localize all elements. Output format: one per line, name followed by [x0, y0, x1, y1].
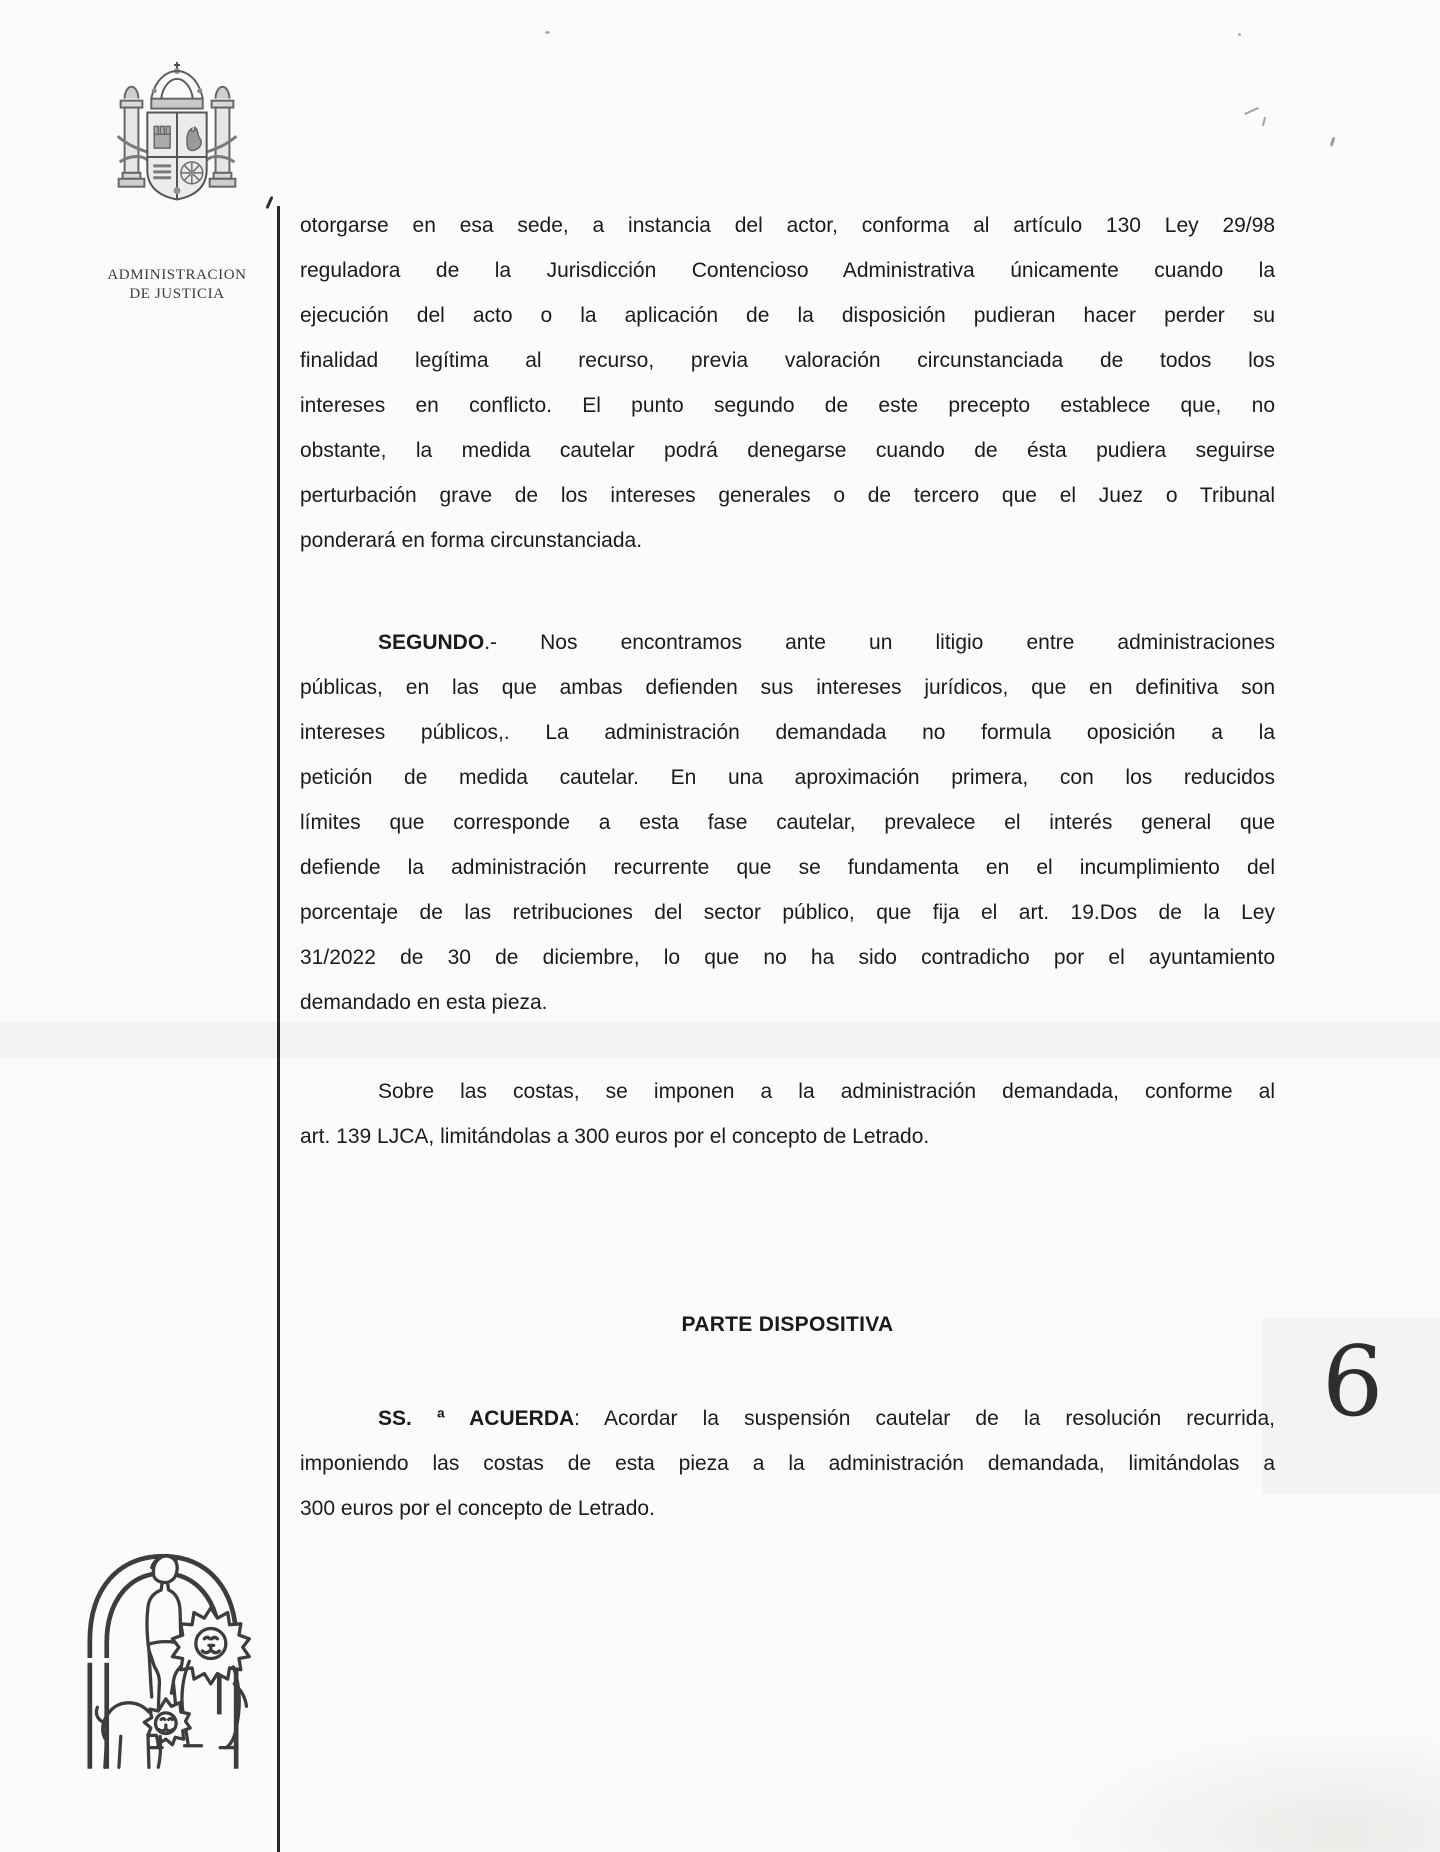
- pen-mark: [1330, 137, 1336, 147]
- margin-rule: [277, 206, 280, 1852]
- spain-coat-of-arms-icon: [88, 58, 266, 258]
- text-line: ponderará en forma circunstanciada.: [300, 529, 643, 552]
- acuerda-label: SS. ª ACUERDA: [378, 1407, 575, 1430]
- text-line: finalidad legítima al recurso, previa valoración circunstanciada de todos los: [300, 349, 1275, 372]
- segundo-label: SEGUNDO: [378, 631, 485, 654]
- text-line: 31/2022 de 30 de diciembre, lo que no ha sido contradicho por el ayuntamiento: [300, 946, 1275, 969]
- text-line: obstante, la medida cautelar podrá denegarse cuando de ésta pudiera seguirse: [300, 439, 1275, 462]
- paragraph-continuation: [300, 203, 1275, 563]
- text-line: porcentaje de las retribuciones del sector público, que fija el art. 19.Dos de la Ley: [300, 901, 1275, 924]
- text-line: [300, 1396, 1275, 1441]
- text-line: intereses en conflicto. El punto segundo de este precepto establece que, no: [300, 394, 1275, 417]
- text-line: reguladora de la Jurisdicción Contencioso Administrativa únicamente cuando la: [300, 259, 1275, 282]
- document-body: [300, 203, 1275, 1531]
- scan-corner-shade: [1040, 1720, 1440, 1852]
- scan-speck: [545, 31, 550, 34]
- pen-mark: [1262, 117, 1266, 126]
- justice-arch-lions-emblem-icon: [68, 1500, 258, 1772]
- text-line: 300 euros por el concepto de Letrado.: [300, 1497, 655, 1520]
- acuerda-line1-rest: : Acordar la suspensión cautelar de la resolución recurrida,: [574, 1407, 1275, 1430]
- scan-speck: [1238, 33, 1241, 36]
- text-line: intereses públicos,. La administración demandada no formula oposición a la: [300, 721, 1275, 744]
- section-heading: PARTE DISPOSITIVA: [681, 1313, 894, 1336]
- text-line: públicas, en las que ambas defienden sus intereses jurídicos, que en definitiva son: [300, 676, 1275, 699]
- letterhead-caption-line1: ADMINISTRACION: [107, 267, 247, 283]
- letterhead: [86, 58, 268, 304]
- page-number: 6: [1320, 1323, 1386, 1440]
- text-line: límites que corresponde a esta fase cautelar, prevalece el interés general que: [300, 811, 1275, 834]
- text-line: defiende la administración recurrente que se fundamenta en el incumplimiento del: [300, 856, 1275, 879]
- text-line: art. 139 LJCA, limitándolas a 300 euros por el concepto de Letrado.: [300, 1125, 930, 1148]
- letterhead-caption: [86, 266, 268, 304]
- text-line: imponiendo las costas de esta pieza a la administración demandada, limitándolas a: [300, 1452, 1275, 1475]
- text-line: Sobre las costas, se imponen a la administración demandada, conforme al: [378, 1080, 1275, 1103]
- text-line: otorgarse en esa sede, a instancia del actor, conforma al artículo 130 Ley 29/98: [300, 214, 1275, 237]
- text-line: ejecución del acto o la aplicación de la disposición pudieran hacer perder su: [300, 304, 1275, 327]
- paragraph-segundo: [300, 620, 1275, 1025]
- text-line: demandado en esta pieza.: [300, 991, 548, 1014]
- text-line: perturbación grave de los intereses generales o de tercero que el Juez o Tribunal: [300, 484, 1275, 507]
- pen-mark: [1244, 107, 1259, 115]
- text-line: petición de medida cautelar. En una aproximación primera, con los reducidos: [300, 766, 1275, 789]
- segundo-line1-rest: .- Nos encontramos ante un litigio entre administraciones: [484, 631, 1275, 654]
- paragraph-costas: [300, 1069, 1275, 1159]
- paragraph-acuerda: [300, 1396, 1275, 1531]
- letterhead-caption-line2: DE JUSTICIA: [129, 286, 225, 302]
- text-line: [300, 620, 1275, 665]
